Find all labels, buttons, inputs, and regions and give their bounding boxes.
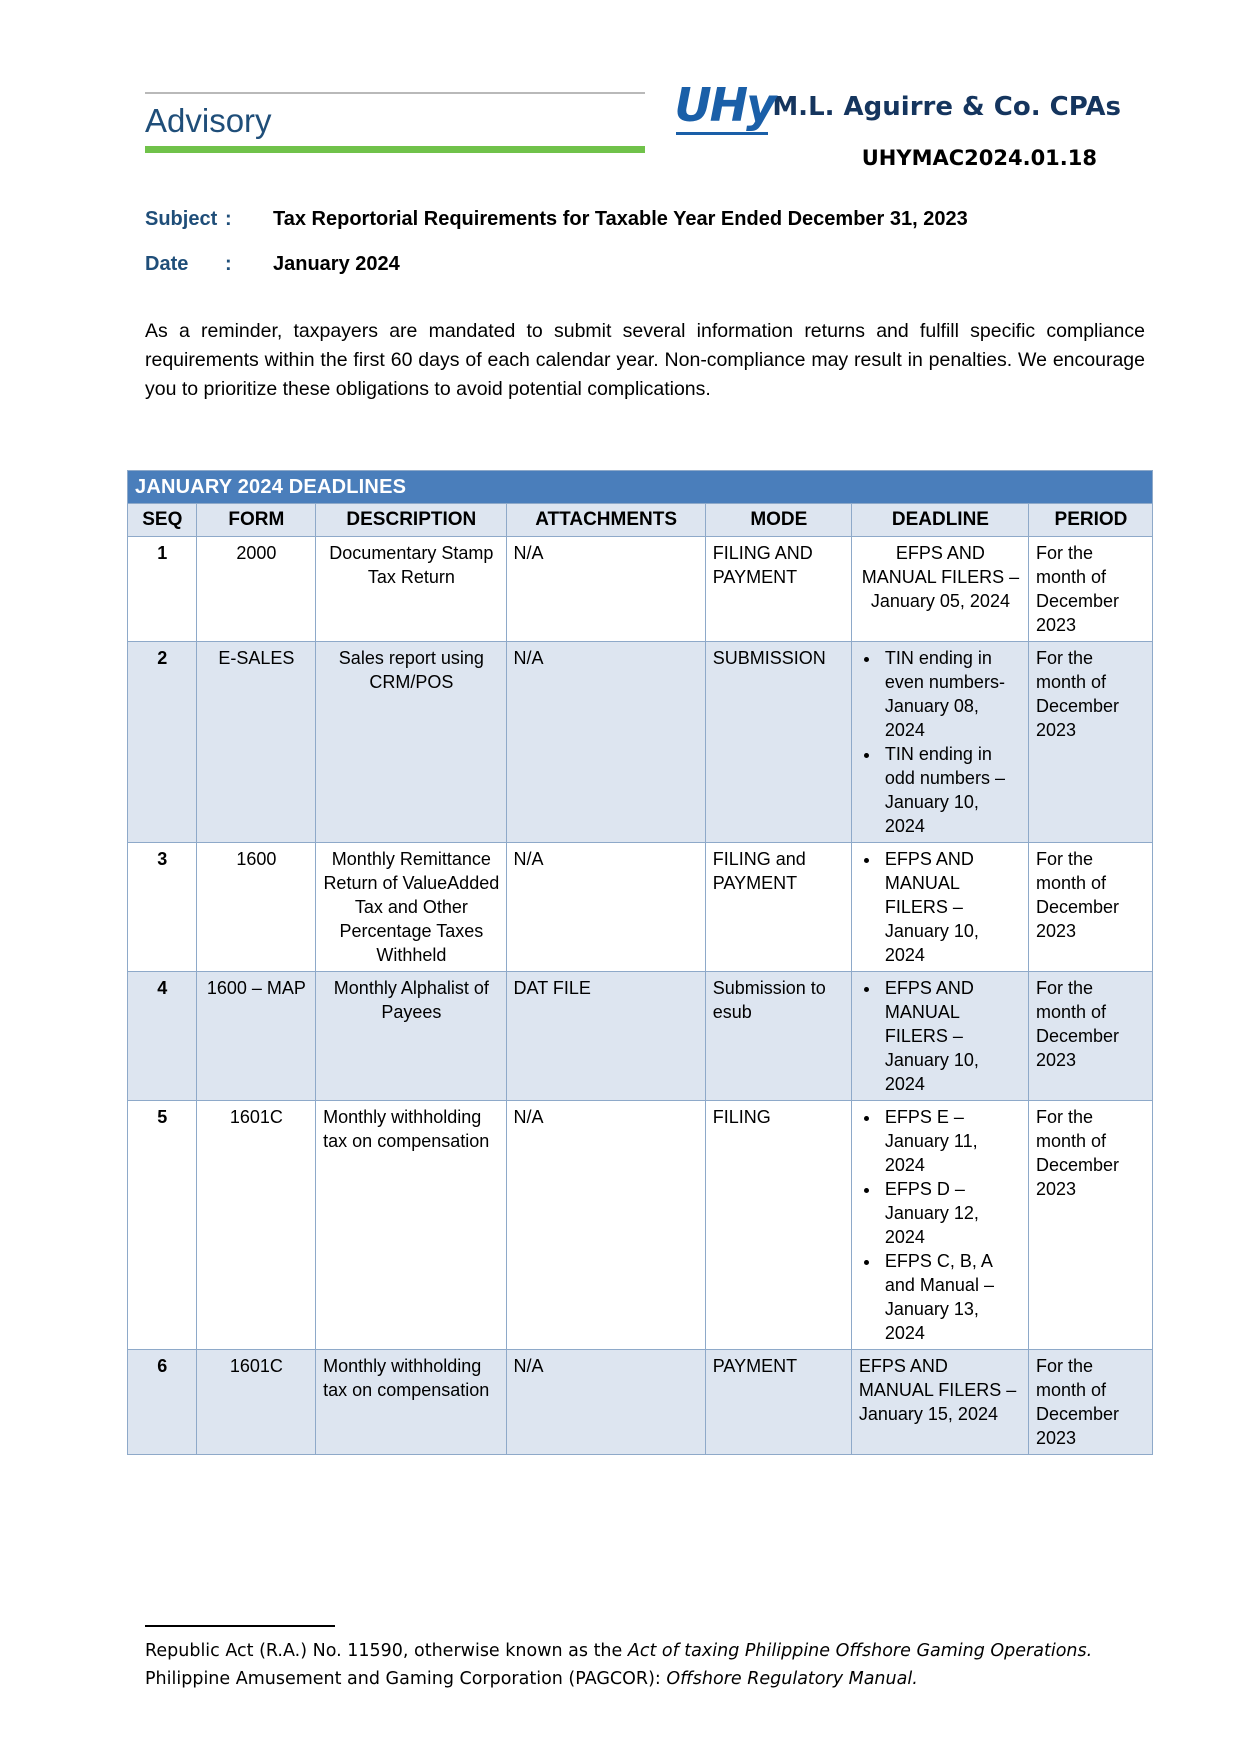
deadline-bullet: • EFPS E – January 11, 2024	[881, 1105, 1022, 1177]
uhy-logo-mark: UHy	[674, 78, 775, 132]
subject-colon: :	[225, 208, 232, 230]
deadline-bullet: • EFPS D – January 12, 2024	[881, 1177, 1022, 1249]
deadline-bullet: • TIN ending in even numbers- January 08, 2024	[881, 646, 1022, 742]
deadline-bullet: • EFPS AND MANUAL FILERS – January 10, 2024	[881, 847, 1022, 967]
cell-deadline	[851, 1101, 1028, 1350]
cell-form: 1601C	[196, 1101, 316, 1350]
cell-seq: 3	[128, 843, 197, 972]
table-row	[128, 1350, 1153, 1455]
cell-attachments: N/A	[506, 843, 705, 972]
deadlines-table	[127, 470, 1153, 1455]
cell-mode: SUBMISSION	[705, 642, 851, 843]
cell-form: E-SALES	[196, 642, 316, 843]
cell-attachments: N/A	[506, 537, 705, 642]
cell-attachments: N/A	[506, 642, 705, 843]
advisory-title-block	[145, 92, 645, 153]
cell-deadline	[851, 642, 1028, 843]
col-header-period: PERIOD	[1028, 504, 1152, 537]
cell-attachments: N/A	[506, 1350, 705, 1455]
brand-block	[661, 78, 1121, 170]
cell-description: Monthly withholding tax on compensation	[316, 1101, 506, 1350]
col-header-attachments: ATTACHMENTS	[506, 504, 705, 537]
footnote-line-2-plain: Philippine Amusement and Gaming Corporation (PAGCOR):	[145, 1669, 667, 1689]
col-header-seq: SEQ	[128, 504, 197, 537]
subject-label: Subject	[145, 208, 218, 230]
table-row	[128, 642, 1153, 843]
document-header	[145, 78, 1121, 202]
cell-mode: Submission to esub	[705, 972, 851, 1101]
document-meta	[145, 208, 1105, 298]
cell-mode: PAYMENT	[705, 1350, 851, 1455]
deadline-bullet: • EFPS C, B, A and Manual – January 13, 2024	[881, 1249, 1022, 1345]
meta-row-subject	[145, 208, 1105, 231]
cell-period: For the month of December 2023	[1028, 1350, 1152, 1455]
cell-form: 2000	[196, 537, 316, 642]
table-column-header-row	[128, 504, 1153, 537]
cell-attachments: N/A	[506, 1101, 705, 1350]
col-header-deadline: DEADLINE	[851, 504, 1028, 537]
cell-form: 1600 – MAP	[196, 972, 316, 1101]
brand-line	[661, 78, 1121, 134]
table-row	[128, 537, 1153, 642]
footnote-line-2-italic: Offshore Regulatory Manual.	[666, 1669, 918, 1689]
cell-mode: FILING AND PAYMENT	[705, 537, 851, 642]
intro-paragraph: As a reminder, taxpayers are mandated to submit several information returns and fulfill specific compliance requirements within the first 60 days of each calendar year. Non-compliance may result in penalties. We encourage you to prioritize these obligations to avoid potential complications.	[145, 320, 1145, 400]
col-header-description: DESCRIPTION	[316, 504, 506, 537]
footnote-line-1	[145, 1637, 1125, 1665]
deadline-bullet: • EFPS AND MANUAL FILERS – January 10, 2024	[881, 976, 1022, 1096]
deadline-list	[859, 847, 1022, 967]
meta-row-date	[145, 253, 1105, 276]
footnote-rule	[145, 1625, 335, 1627]
cell-seq: 2	[128, 642, 197, 843]
table-row	[128, 972, 1153, 1101]
cell-deadline: EFPS AND MANUAL FILERS – January 15, 2024	[851, 1350, 1028, 1455]
table-band-row	[128, 471, 1153, 504]
footnote-line-1-italic: Act of taxing Philippine Offshore Gaming Operations.	[627, 1641, 1093, 1661]
table-row	[128, 843, 1153, 972]
deadlines-table-wrapper	[127, 470, 1153, 1455]
cell-seq: 5	[128, 1101, 197, 1350]
cell-period: For the month of December 2023	[1028, 642, 1152, 843]
uhy-logo-underbar	[676, 132, 768, 135]
cell-period: For the month of December 2023	[1028, 537, 1152, 642]
cell-period: For the month of December 2023	[1028, 1101, 1152, 1350]
cell-mode: FILING	[705, 1101, 851, 1350]
reference-code: UHYMAC2024.01.18	[861, 146, 1097, 170]
cell-seq: 6	[128, 1350, 197, 1455]
cell-description: Monthly withholding tax on compensation	[316, 1350, 506, 1455]
cell-deadline	[851, 843, 1028, 972]
cell-form: 1600	[196, 843, 316, 972]
table-band-title: JANUARY 2024 DEADLINES	[128, 471, 1153, 504]
cell-period: For the month of December 2023	[1028, 972, 1152, 1101]
cell-seq: 1	[128, 537, 197, 642]
table-row	[128, 1101, 1153, 1350]
footnote-line-1-plain: Republic Act (R.A.) No. 11590, otherwise known as the	[145, 1641, 628, 1661]
cell-seq: 4	[128, 972, 197, 1101]
date-label: Date	[145, 253, 189, 275]
footnote-block	[145, 1625, 1125, 1693]
subject-value: Tax Reportorial Requirements for Taxable Year Ended December 31, 2023	[273, 208, 968, 230]
col-header-mode: MODE	[705, 504, 851, 537]
footnote-line-2	[145, 1665, 1125, 1693]
cell-description: Monthly Alphalist of Payees	[316, 972, 506, 1101]
cell-deadline	[851, 972, 1028, 1101]
cell-description: Monthly Remittance Return of ValueAdded Tax and Other Percentage Taxes Withheld	[316, 843, 506, 972]
cell-description: Sales report using CRM/POS	[316, 642, 506, 843]
cell-attachments: DAT FILE	[506, 972, 705, 1101]
firm-name: M.L. Aguirre & Co. CPAs	[772, 92, 1121, 122]
uhy-logo-icon	[674, 78, 775, 134]
cell-description: Documentary Stamp Tax Return	[316, 537, 506, 642]
header-green-rule	[145, 146, 645, 153]
cell-form: 1601C	[196, 1350, 316, 1455]
date-value: January 2024	[273, 253, 400, 275]
deadline-list	[859, 646, 1022, 838]
deadline-list	[859, 1105, 1022, 1345]
advisory-title: Advisory	[145, 102, 272, 139]
deadline-list	[859, 976, 1022, 1096]
deadlines-table-body	[128, 537, 1153, 1455]
deadline-bullet: • TIN ending in odd numbers – January 10, 2024	[881, 742, 1022, 838]
cell-mode: FILING and PAYMENT	[705, 843, 851, 972]
col-header-form: FORM	[196, 504, 316, 537]
cell-period: For the month of December 2023	[1028, 843, 1152, 972]
date-colon: :	[225, 253, 232, 275]
cell-deadline: EFPS AND MANUAL FILERS – January 05, 2024	[851, 537, 1028, 642]
